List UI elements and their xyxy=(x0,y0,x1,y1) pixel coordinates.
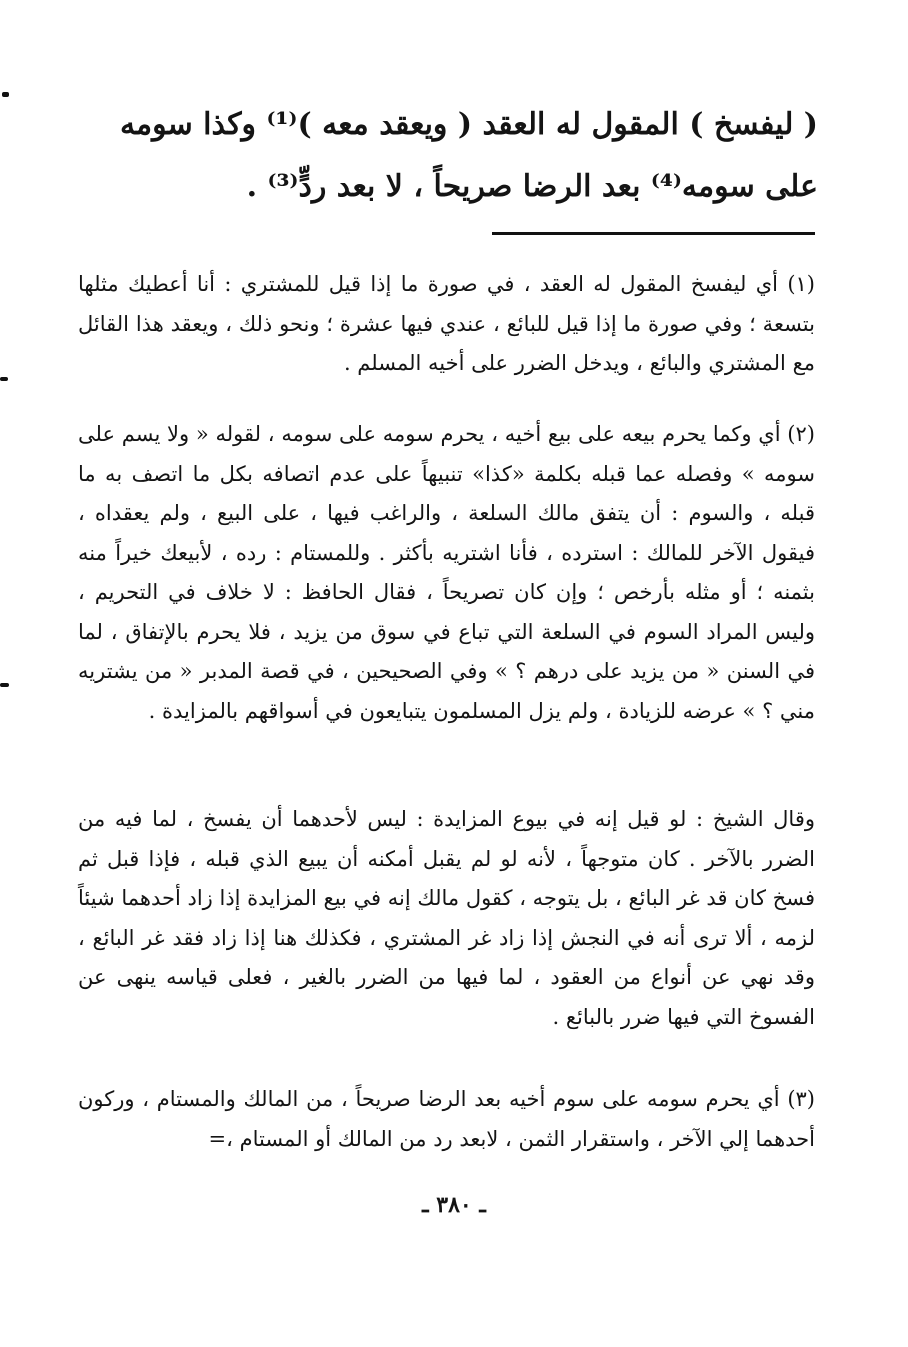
scan-margin-mark xyxy=(0,683,9,687)
main-text: ( ليفسخ ) المقول له العقد ( ويعقد معه )⁽¹⁾ وكذا سومه على سومه⁽⁴⁾ بعد الرضا صريحاً ، لا بعد ردٍّ⁽³⁾ . xyxy=(119,107,818,204)
footnote-2-continuation: وقال الشيخ : لو قيل إنه في بيوع المزايدة : ليس لأحدهما أن يفسخ ، لما فيه من الضرر بالآخر . كان متوجهاً ، لأنه لو لم يقبل أمكنه أن يبيع الذي قبله ، فإذا قبل ثم فسخ كان قد غر البائع ، بل يتوجه ، كقول مالك إنه في بيع المزايدة إذا زاد أحدهما شيئاً لزمه ، ألا ترى أنه في النجش إذا زاد غر المشتري ، فكذلك هنا إذا زاد فقد غر البائع ، وقد نهي عن أنواع من العقود ، لما فيها من الضرر بالغير ، فعلى قياسه ينهى عن الفسوخ التي فيها ضرر بالبائع . xyxy=(78,807,815,1029)
scan-margin-mark xyxy=(0,377,8,381)
scan-margin-mark xyxy=(2,92,9,97)
footnote-2: (٢) أي وكما يحرم بيعه على بيع أخيه ، يحرم سومه على سومه ، لقوله « ولا يسم على سومه » وفصله عما قبله بكلمة «كذا» تنبيهاً على عدم اتصافه بكل ما اتصف به ما قبله ، والسوم : أن يتفق مالك السلعة ، والراغب فيها ، على البيع ، ولم يعقداه ، فيقول الآخر للمالك : استرده ، فأنا اشتريه بأكثر . وللمستام : رده ، لأبيعك خيراً منه بثمنه ؛ أو مثله بأرخص ؛ وإن كان تصريحاً ، فقال الحافظ : لا خلاف في التحريم ، وليس المراد السوم في السلعة التي تباع في سوق من يزيد ، فلا يحرم بالإتفاق ، لما في السنن « من يزيد على درهم ؟ » وفي الصحيحين ، في قصة المدبر « من يشتريه مني ؟ » عرضه للزيادة ، ولم يزل المسلمون يتبايعون في أسواقهم بالمزايدة . xyxy=(78,422,815,723)
footnote-3: (٣) أي يحرم سومه على سوم أخيه بعد الرضا صريحاً ، من المالك والمستام ، وركون أحدهما إلي الآخر ، واستقرار الثمن ، لابعد رد من المالك أو المستام ،= xyxy=(78,1087,815,1151)
footnote-1: (١) أي ليفسخ المقول له العقد ، في صورة ما إذا قيل للمشتري : أنا أعطيك مثلها بتسعة ؛ وفي صورة ما إذا قيل للبائع ، عندي فيها عشرة ؛ ونحو ذلك ، ويعقد هذا القائل مع المشتري والبائع ، ويدخل الضرر على أخيه المسلم . xyxy=(78,272,815,375)
page-number: ـ ٣٨٠ ـ xyxy=(422,1192,486,1218)
footnote-separator xyxy=(492,232,815,235)
